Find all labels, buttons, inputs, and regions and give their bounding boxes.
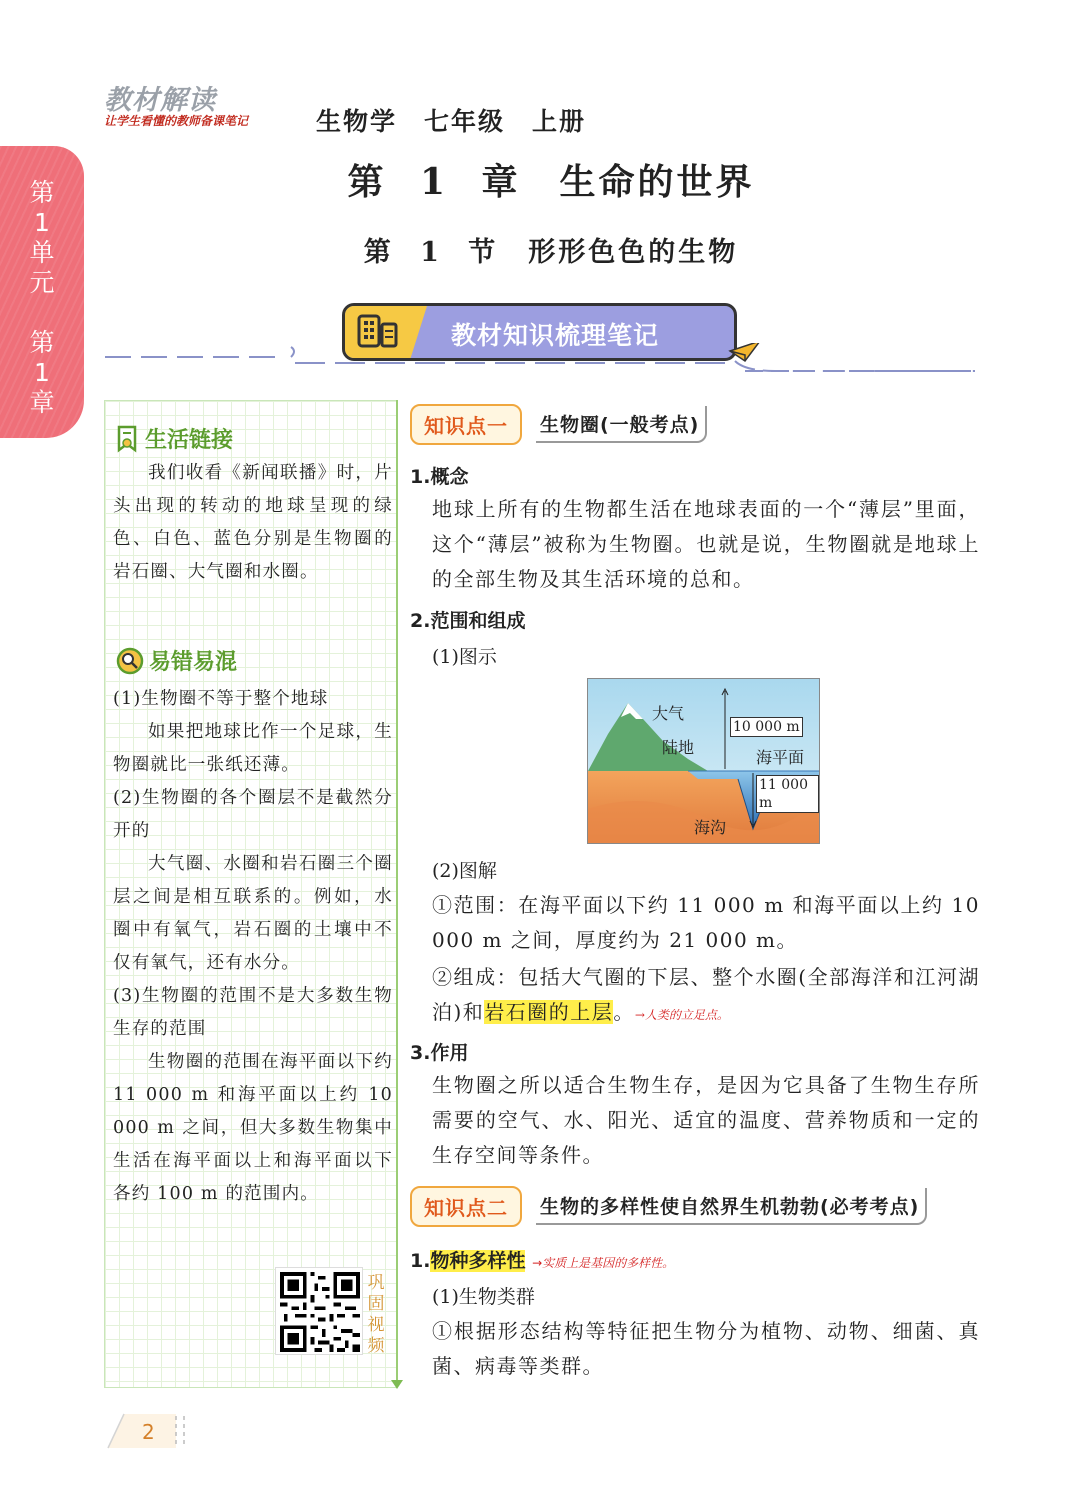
unit-side-tab-label: 第 1 单 元 第 1 章 (29, 178, 55, 417)
species-note: →实质上是基因的多样性。 (532, 1256, 675, 1270)
composition-note: →人类的立足点。 (634, 1008, 729, 1022)
groups-label: (1)生物类群 (432, 1286, 535, 1308)
page-number (106, 1412, 186, 1450)
chapter-title: 第 1 章 生命的世界 (347, 161, 755, 203)
function-text: 生物圈之所以适合生物生存，是因为它具备了生物生存所需要的空气、水、阳光、适宜的温度、营养物质和一定的生存空间等条件。 (432, 1073, 980, 1167)
confuse-item-body: 生物圈的范围在海平面以下约 11 000 m 和海平面以上约 10 000 m 之间，但大多数生物集中生活在海平面以上和海平面以下各约 100 m 的范围内。 (113, 1052, 393, 1204)
groups-text: ①根据形态结构等特征把生物分为植物、动物、细菌、真菌、病毒等类群。 (432, 1319, 980, 1378)
brand-subtitle: 让学生看懂的教师备课笔记 (104, 114, 249, 128)
species-heading (410, 1246, 674, 1273)
page-number-text: 2 (142, 1420, 155, 1444)
confuse-item-head: (2)生物圈的各个圈层不是截然分开的 (113, 788, 393, 841)
confuse-list (113, 683, 393, 1211)
function-heading: 3.作用 (410, 1042, 469, 1064)
diagram-sea-level-label: 海平面 (756, 748, 805, 767)
confuse-item-head: (3)生物圈的范围不是大多数生物生存的范围 (113, 986, 393, 1039)
bookmark-icon (115, 424, 141, 454)
confuse-title: 易错易混 (149, 650, 238, 675)
brand-logo: 教材解读 (104, 85, 216, 116)
confuse-item-body: 如果把地球比作一个足球，生物圈就比一张纸还薄。 (113, 722, 393, 775)
magnifier-icon (115, 646, 145, 676)
diagram-depth-box: 11 000 m (756, 775, 819, 813)
qr-code[interactable] (275, 1267, 363, 1355)
section-title: 第 1 节 形形色色的生物 (363, 237, 739, 268)
knowledge-point-2 (410, 1186, 927, 1227)
confuse-item-head: (1)生物圈不等于整个地球 (113, 689, 329, 709)
confuse-item-body: 大气圈、水圈和岩石圈三个圈层之间是相互联系的。例如，水圈中有氧气，岩石圈的土壤中不仅有氧气，还有水分。 (113, 854, 393, 973)
life-link-heading (115, 423, 233, 454)
book-title: 生物学 七年级 上册 (316, 107, 587, 136)
life-link-title: 生活链接 (145, 428, 234, 453)
kp2-badge: 知识点二 (410, 1186, 522, 1227)
diagram-height-box: 10 000 m (730, 717, 803, 737)
confuse-heading (115, 645, 237, 676)
range-text: ①范围：在海平面以下约 11 000 m 和海平面以上约 10 000 m 之间，厚度约为 21 000 m。 (432, 893, 980, 952)
biosphere-diagram (587, 678, 820, 844)
kp1-title: 生物圈(一般考点) (536, 406, 707, 443)
diagram-trench-label: 海沟 (694, 818, 727, 837)
column-divider (396, 400, 398, 1386)
diagram-explain-label: (2)图解 (432, 860, 497, 882)
kp1-badge: 知识点一 (410, 404, 522, 445)
composition-text-a: ②组成：包括大气圈的下层、整个水圈(全部海洋和江河湖泊)和 (432, 965, 980, 1024)
composition-highlight: 岩石圈的上层 (484, 1000, 614, 1024)
kp2-title: 生物的多样性使自然界生机勃勃(必考考点) (536, 1188, 927, 1225)
qr-label: 巩固视频 (367, 1273, 385, 1356)
composition-text (432, 960, 980, 1033)
decorative-dash-line (105, 343, 975, 377)
diagram-atmosphere-label: 大气 (652, 704, 685, 723)
sidebar-notes (104, 400, 397, 1388)
paper-plane-icon (730, 343, 760, 361)
composition-text-b: 。 (613, 1000, 635, 1024)
knowledge-point-1 (410, 404, 707, 445)
concept-text: 地球上所有的生物都生活在地球表面的一个“薄层”里面，这个“薄层”被称为生物圈。也就是说，生物圈就是地球上的全部生物及其生活环境的总和。 (432, 497, 980, 591)
banner-title: 教材知识梳理笔记 (451, 321, 660, 350)
species-number: 1. (410, 1250, 431, 1272)
diagram-land-label: 陆地 (662, 738, 695, 757)
life-link-text: 我们收看《新闻联播》时，片头出现的转动的地球呈现的绿色、白色、蓝色分别是生物圈的岩石圈、大气圈和水圈。 (113, 463, 393, 582)
species-highlight: 物种多样性 (430, 1250, 526, 1272)
range-heading: 2.范围和组成 (410, 610, 526, 632)
diagram-label: (1)图示 (432, 646, 497, 668)
arrow-down-icon (391, 1380, 403, 1389)
concept-heading: 1.概念 (410, 466, 469, 488)
